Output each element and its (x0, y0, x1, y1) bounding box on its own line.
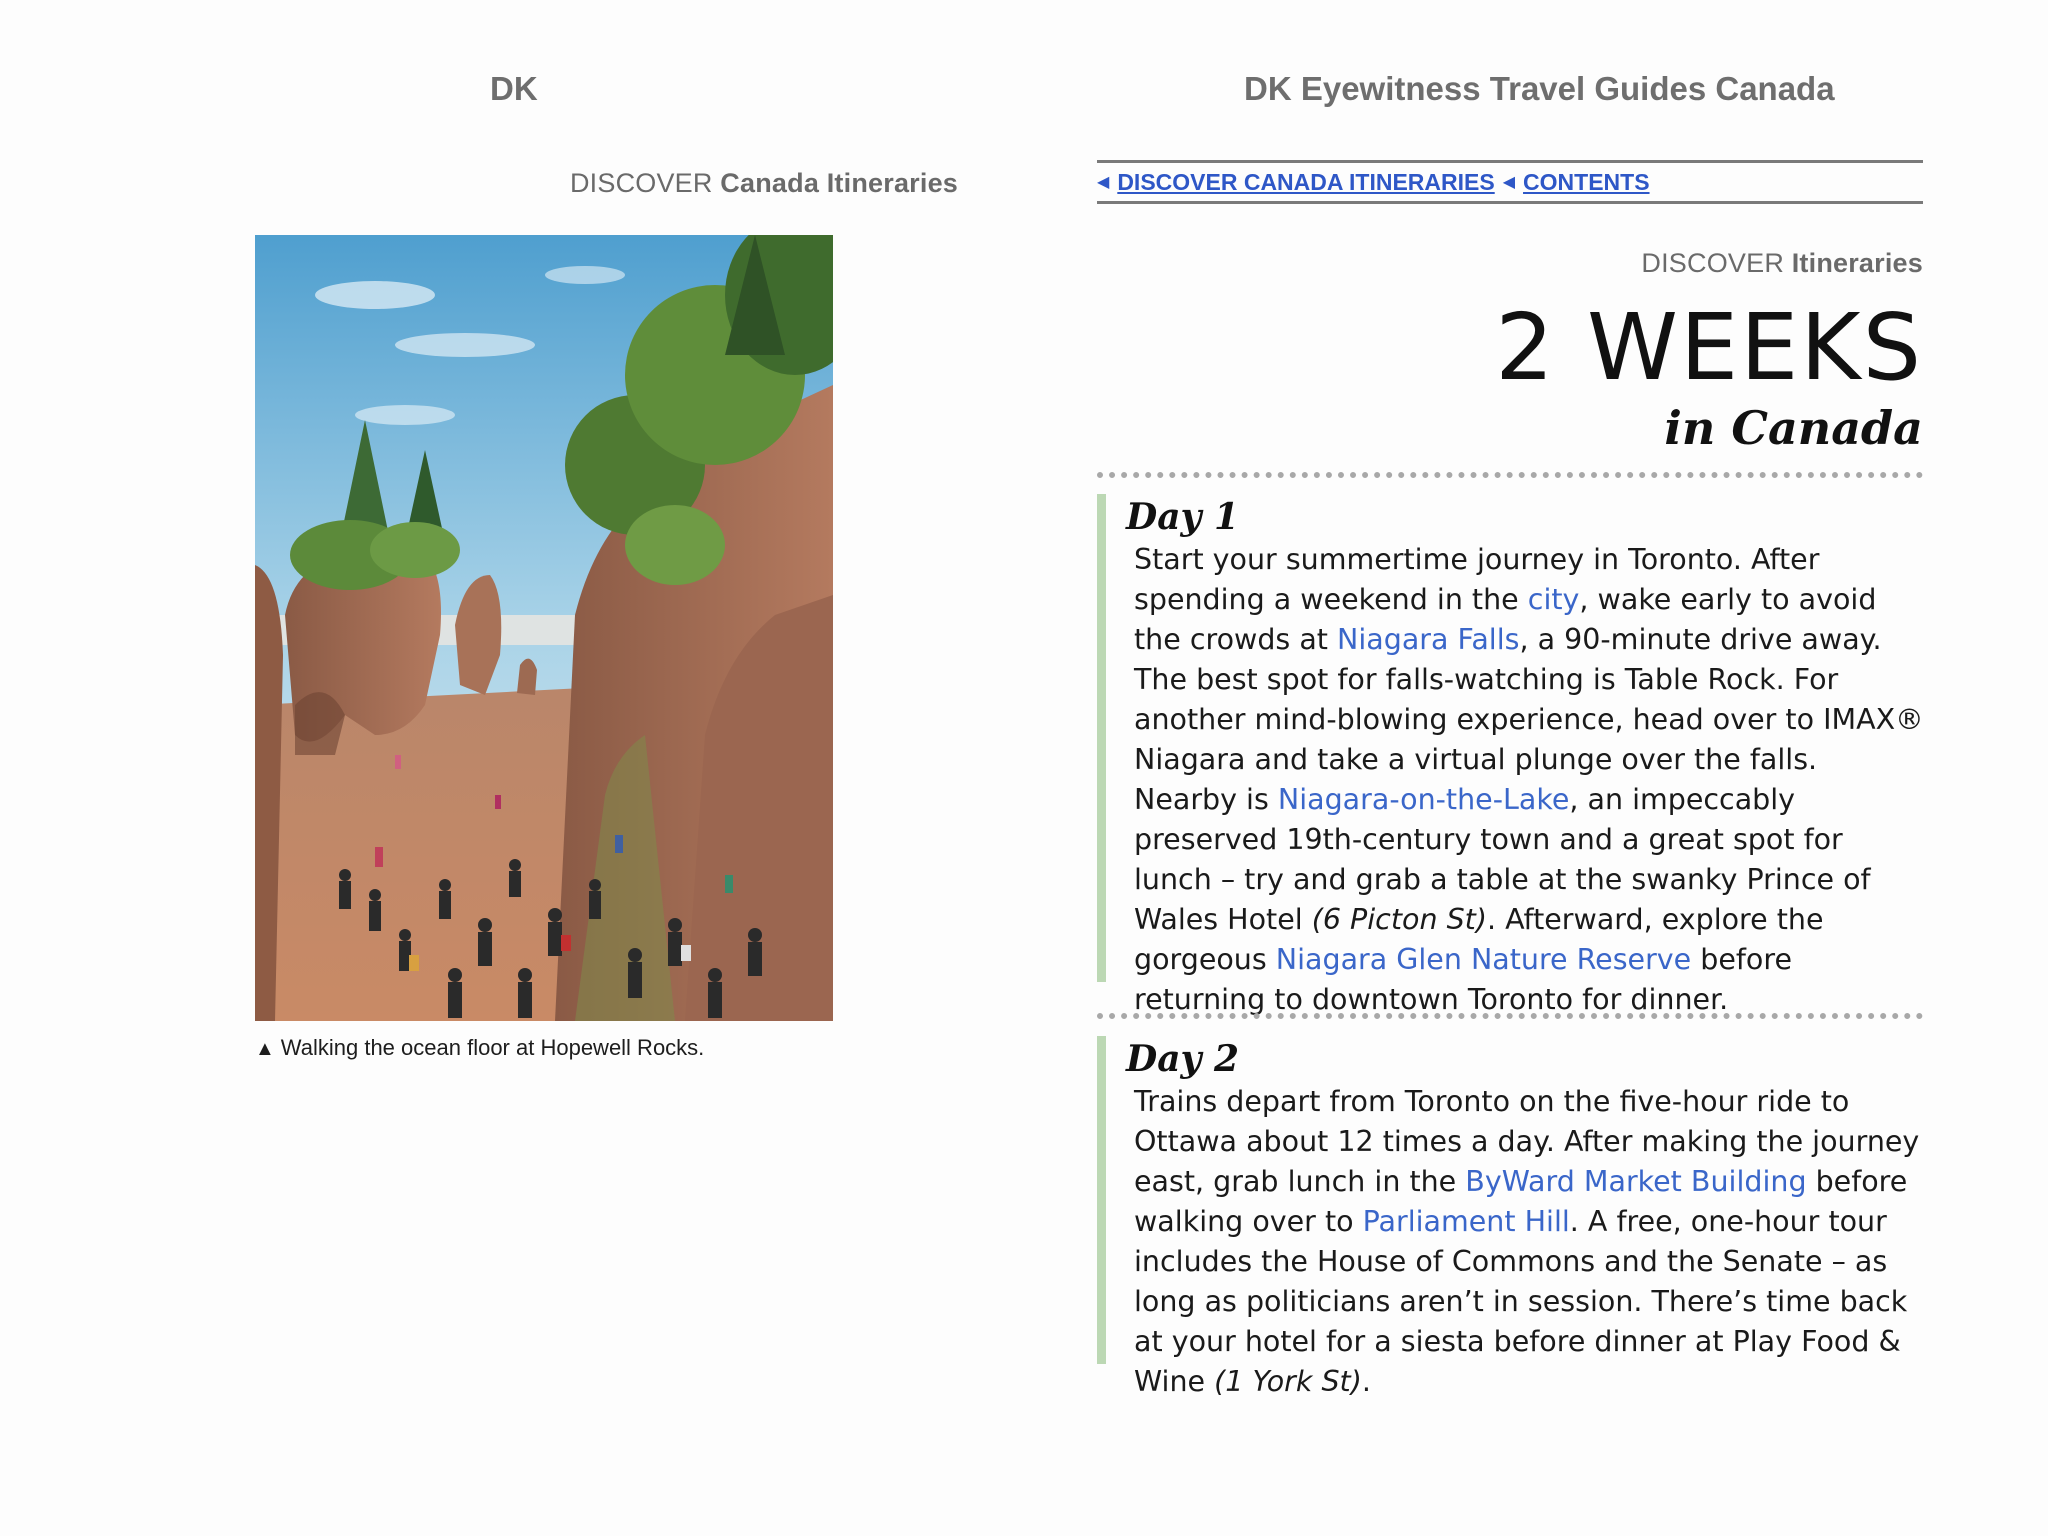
nav-link-label: CONTENTS (1523, 168, 1650, 195)
nav-link-contents[interactable] (1503, 169, 1650, 196)
body-text: , wake early to avoid the crowds at (1134, 583, 1877, 656)
inline-link[interactable]: Niagara Glen Nature Reserve (1275, 943, 1692, 976)
section-prefix: DISCOVER (1641, 248, 1785, 278)
section-heading-right (1641, 248, 1923, 279)
day-body (1134, 1082, 1924, 1402)
nav-link-discover-canada-itineraries[interactable] (1097, 169, 1495, 196)
triangle-left-icon: ◀ (1502, 174, 1516, 191)
address-text: (1 York St) (1214, 1365, 1362, 1398)
body-text: , an impeccably preserved 19th-century town and a great spot for lunch – try and grab a table at the swanky Prince of Wales Hotel (1134, 783, 1871, 936)
day-section-1 (1097, 494, 1924, 1016)
hopewell-rocks-photo (255, 235, 833, 1021)
body-text: . (1361, 1365, 1371, 1398)
breadcrumb-nav (1097, 160, 1923, 204)
running-head-left: DK (490, 70, 538, 107)
section-prefix: DISCOVER (569, 168, 713, 198)
photo-caption (255, 1035, 704, 1061)
inline-link[interactable]: Niagara Falls (1337, 623, 1520, 656)
dotted-divider (1097, 1013, 1923, 1019)
body-text: Trains depart from Toronto on the five-hour ride to Ottawa about 12 times a day. After making the journey east, grab lunch in the (1134, 1085, 1920, 1198)
day-title: Day 1 (1126, 496, 1240, 538)
inline-link[interactable]: Niagara-on-the-Lake (1277, 783, 1570, 816)
address-text: (6 Picton St) (1311, 903, 1487, 936)
triangle-up-icon: ▲ (255, 1038, 275, 1060)
inline-link[interactable]: ByWard Market Building (1465, 1165, 1807, 1198)
body-text: before walking over to (1134, 1165, 1908, 1238)
section-title: Canada Itineraries (720, 168, 958, 198)
inline-link[interactable]: city (1527, 583, 1580, 616)
body-text: before returning to downtown Toronto for dinner. (1134, 943, 1792, 1016)
dotted-divider (1097, 472, 1923, 478)
running-head-right: DK Eyewitness Travel Guides Canada (1244, 70, 1835, 107)
caption-text: Walking the ocean floor at Hopewell Rocks. (280, 1035, 705, 1060)
page-subtitle: in Canada (1664, 401, 1923, 455)
section-title: Itineraries (1791, 248, 1923, 278)
inline-link[interactable]: Parliament Hill (1362, 1205, 1570, 1238)
day-section-2 (1097, 1036, 1923, 1398)
triangle-left-icon: ◀ (1097, 174, 1110, 191)
day-title: Day 2 (1126, 1038, 1240, 1080)
body-text: . A free, one-hour tour includes the House of Commons and the Senate – as long as politicians aren’t in session. There’s time back at your hotel for a siesta before dinner at Play Food & Wine (1134, 1205, 1908, 1398)
section-heading-left (570, 168, 958, 199)
body-text: . Afterward, explore the gorgeous (1134, 903, 1824, 976)
nav-link-label: DISCOVER CANADA ITINERARIES (1117, 168, 1495, 195)
body-text: , a 90-minute drive away. The best spot for falls-watching is Table Rock. For another mind-blowing experience, head over to IMAX® Niagara and take a virtual plunge over the falls. Nearby is (1134, 623, 1924, 816)
page-title: 2 WEEKS (1495, 294, 1923, 401)
body-text: Start your summertime journey in Toronto. After spending a weekend in the (1134, 543, 1820, 616)
right-page (1024, 0, 2048, 1536)
day-body (1134, 540, 1924, 1020)
